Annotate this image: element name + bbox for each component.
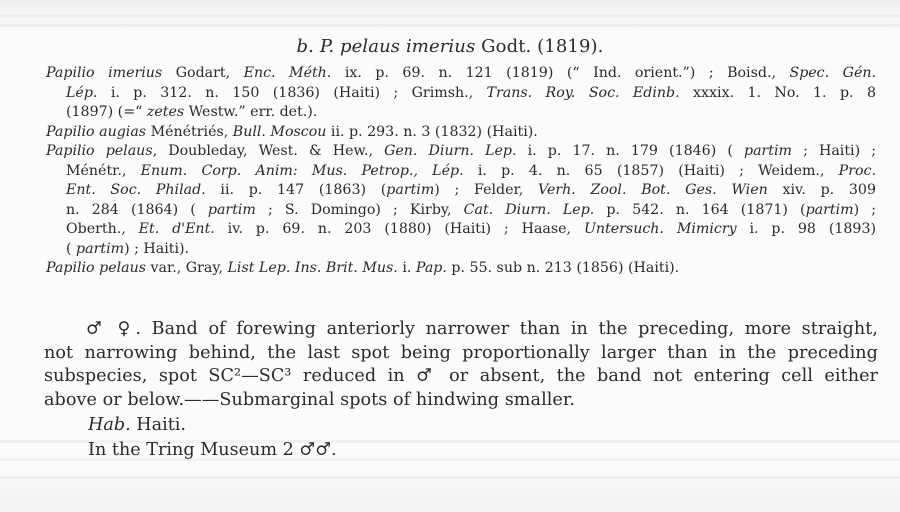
citation-text: ii. p. 147 (1863) (: [205, 182, 387, 198]
description-paragraph: [44, 318, 878, 412]
citation-italic: partim: [207, 201, 256, 218]
synonymy-line: [46, 103, 876, 123]
synonymy-line: [46, 201, 876, 221]
citation-text: p. 542. n. 164 (1871) (: [594, 201, 806, 218]
synonymy-line: [46, 162, 876, 182]
description-line: above or below.——Submarginal spots of hindwing smaller.: [44, 389, 576, 410]
synonymy-line: [46, 123, 876, 143]
citation-text: i.: [397, 260, 416, 276]
synonymy-line: [46, 240, 876, 260]
citation-text: ; Haiti) ;: [792, 143, 877, 159]
citation-italic: partim: [805, 201, 854, 218]
citation-italic: Gen. Diurn. Lep.: [384, 143, 517, 159]
citation-italic: Enc. Méth.: [243, 65, 332, 81]
citation-italic: Enum. Corp. Anim: Mus. Petrop., Lép.: [140, 162, 464, 179]
citation-text: var., Gray,: [146, 260, 228, 276]
citation-text: ; S. Domingo) ; Kirby,: [255, 201, 464, 218]
description-line: not narrowing behind, the last spot being proportionally larger than in the preceding: [44, 342, 878, 363]
citation-italic: Pap.: [415, 260, 447, 276]
citation-text: ) ; Felder,: [434, 182, 538, 198]
citation-italic: partim: [76, 240, 125, 257]
citation-italic: Trans. Roy. Soc. Edinb.: [486, 84, 680, 101]
synonymy-line: [46, 259, 876, 279]
citation-italic: Papilio pelaus: [46, 260, 147, 276]
heading-author-year: Godt. (1819).: [481, 36, 604, 57]
synonymy-entry: [46, 142, 876, 259]
citation-text: n. 284 (1864) (: [66, 201, 208, 218]
synonymy-list: [46, 64, 876, 279]
collection-text: In the Tring Museum 2 ♂♂.: [88, 440, 337, 460]
citation-text: Godart,: [162, 65, 244, 81]
citation-italic: zetes: [146, 104, 185, 120]
citation-italic: Papilio augias: [46, 123, 147, 140]
citation-italic: Et. d'Ent.: [138, 221, 215, 237]
synonymy-line: [46, 64, 876, 84]
collection-line: [88, 440, 337, 460]
citation-text: (1897) (=“: [66, 104, 147, 120]
synonymy-entry: [46, 123, 876, 143]
description-line: ♂ ♀. Band of forewing anteriorly narrower than in the preceding, more straight,: [86, 319, 878, 339]
citation-text: i. p. 4. n. 65 (1857) (Haiti) ; Weidem.,: [463, 162, 839, 179]
citation-italic: Untersuch. Mimicry: [583, 221, 737, 237]
habitat-line: [88, 415, 186, 435]
citation-text: i. p. 98 (1893): [736, 221, 877, 237]
citation-italic: partim: [386, 182, 435, 198]
citation-text: ix. p. 69. n. 121 (1819) (“ Ind. orient.”) ; Boisd.,: [331, 65, 790, 81]
citation-text: i. p. 17. n. 179 (1846) (: [516, 143, 744, 159]
synonymy-line: [46, 220, 876, 240]
citation-italic: Spec. Gén.: [789, 65, 876, 81]
habitat-value: Haiti.: [130, 415, 187, 435]
synonymy-line: [46, 181, 876, 201]
citation-text: ii. p. 293. n. 3 (1832) (Haiti).: [326, 123, 538, 140]
citation-text: i. p. 312. n. 150 (1836) (Haiti) ; Grimsh.,: [97, 84, 487, 101]
citation-italic: Ent. Soc. Philad.: [66, 182, 206, 198]
synonymy-line: [46, 84, 876, 104]
heading-prefix: b.: [296, 36, 314, 57]
synonymy-entry: [46, 64, 876, 123]
citation-italic: partim: [743, 143, 792, 159]
citation-italic: Verh. Zool. Bot. Ges. Wien: [538, 182, 768, 198]
synonymy-entry: [46, 259, 876, 279]
description-line: subspecies, spot SC²—SC³ reduced in ♂ or absent, the band not entering cell either: [44, 366, 878, 386]
citation-italic: Lép.: [66, 84, 98, 101]
synonymy-line: [46, 142, 876, 162]
taxon-heading: [0, 36, 900, 57]
citation-italic: List Lep. Ins. Brit. Mus.: [227, 260, 398, 276]
citation-italic: Papilio pelaus: [46, 143, 153, 159]
citation-text: Oberth.,: [66, 221, 139, 237]
citation-text: xiv. p. 309: [767, 182, 876, 198]
citation-italic: Cat. Diurn. Lep.: [463, 201, 595, 218]
citation-text: iv. p. 69. n. 203 (1880) (Haiti) ; Haase,: [214, 221, 584, 237]
citation-text: ) ; Haiti).: [124, 240, 190, 257]
citation-text: Westw.” err. det.).: [184, 104, 318, 120]
citation-italic: Papilio imerius: [46, 65, 163, 81]
heading-taxon: P. pelaus imerius: [319, 36, 476, 57]
citation-text: xxxix. 1. No. 1. p. 8: [679, 84, 876, 101]
citation-text: (: [66, 240, 77, 257]
citation-text: Ménétriés,: [146, 123, 233, 140]
citation-text: Ménétr.,: [66, 162, 141, 179]
citation-italic: Bull. Moscou: [232, 123, 327, 140]
citation-text: p. 55. sub n. 213 (1856) (Haiti).: [446, 260, 680, 276]
citation-text: , Doubleday, West. & Hew.,: [152, 143, 385, 159]
citation-text: ) ;: [853, 201, 877, 218]
citation-italic: Proc.: [838, 162, 876, 179]
habitat-label: Hab.: [88, 415, 131, 435]
